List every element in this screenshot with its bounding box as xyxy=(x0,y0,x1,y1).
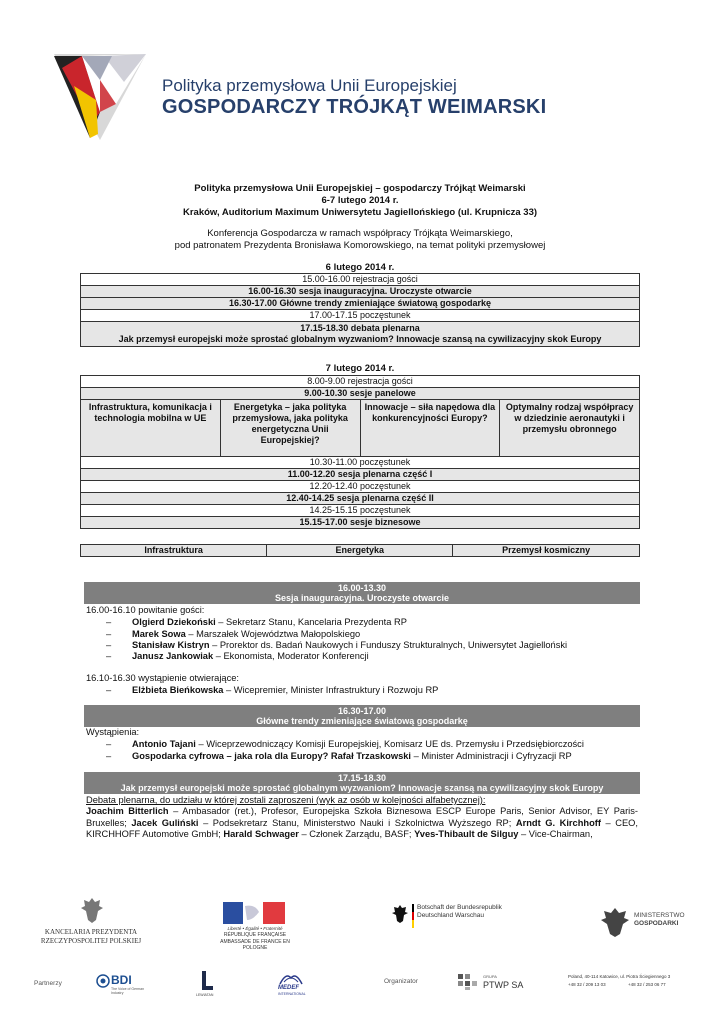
bdi-logo-icon xyxy=(96,974,110,988)
lewiatan-logo-icon xyxy=(200,970,214,992)
german-flag-bar xyxy=(412,904,414,928)
guest-item: – Marek Sowa – Marszałek Województwa Małopolskiego xyxy=(106,629,361,639)
guest-role: – Ekonomista, Moderator Konferencji xyxy=(213,651,369,661)
guest-name: Janusz Jankowiak xyxy=(132,651,214,661)
panelist-name: Harald Schwager xyxy=(223,828,299,839)
france-embassy: AMBASSADE DE FRANCE EN POLOGNE xyxy=(220,939,290,951)
panelist-role: – Podsekretarz Stanu, Ministerstwo Nauki i Szkolnictwa Wyższego RP; xyxy=(198,817,516,828)
partners-label: Partnerzy xyxy=(34,980,62,987)
organizer-address: Poland, 40-114 Katowice, ul. Piotra Ściegiennego 3 xyxy=(568,974,671,979)
speaker-role: – Minister Administracji i Cyfryzacji RP xyxy=(411,751,572,761)
section1-time: 16.00-13.30 xyxy=(337,583,387,593)
day1-row-registration: 15.00-16.00 rejestracja gości xyxy=(81,274,640,286)
kancelaria-text: KANCELARIA PREZYDENTA RZECZYPOSPOLITEJ POLSKIEJ xyxy=(40,928,142,945)
weimar-triangle-logo xyxy=(52,52,148,142)
speaker-role: – Wiceprzewodniczący Komisji Europejskiej, Komisarz UE ds. Przemysłu i Przedsiębiorczości xyxy=(195,739,584,749)
section3-title: Jak przemysł europejski może sprostać globalnym wyzwaniom? Innowacje szansą na cywilizacyjny skok Europy xyxy=(120,783,604,793)
medef-subtitle: INTERNATIONAL xyxy=(278,992,306,996)
german-embassy-text: Botschaft der Bundesrepublik Deutschland Warschau xyxy=(417,904,502,919)
ptwp-group: GRUPA xyxy=(483,974,497,979)
panelist-role: – Członek Zarządu, BASF; xyxy=(298,828,415,839)
day1-schedule-table xyxy=(80,273,640,347)
bdi-subtitle: The Voice of German Industry xyxy=(111,987,145,995)
section1-welcome: 16.00-16.10 powitanie gości: xyxy=(86,605,205,615)
guest-role: – Prorektor ds. Badań Naukowych i Funduszy Strukturalnych, Uniwersytet Jagielloński xyxy=(209,640,568,650)
guest-item: – Janusz Jankowiak – Ekonomista, Moderator Konferencji xyxy=(106,651,369,661)
day2-business-table xyxy=(80,544,640,557)
panelist-name: Arndt G. Kirchhoff xyxy=(515,817,601,828)
section2-header xyxy=(84,705,640,727)
section2-title: Główne trendy zmieniające światową gospodarkę xyxy=(256,716,468,726)
day2-row-registration: 8.00-9.00 rejestracja gości xyxy=(81,376,640,388)
business-space: Przemysł kosmiczny xyxy=(453,545,640,557)
german-eagle-icon xyxy=(392,904,408,924)
intro-title: Polityka przemysłowa Unii Europejskiej – gospodarczy Trójkąt Weimarski xyxy=(194,183,526,194)
organizer-phone: +48 32 / 209 13 03 xyxy=(568,982,606,987)
day2-row-business: 15.15-17.00 sesje biznesowe xyxy=(81,517,640,529)
section3-intro: Debata plenarna, do udziału w której zostali zaproszeni (wyk az osób w kolejności alfabetycznej): xyxy=(86,795,486,805)
opener-name: Elżbieta Bieńkowska xyxy=(132,685,224,695)
intro-description-1: Konferencja Gospodarcza w ramach współpracy Trójkąta Weimarskiego, xyxy=(207,228,513,239)
speaker-name: Gospodarka cyfrowa – jaka rola dla Europy? Rafał Trzaskowski xyxy=(132,751,412,761)
business-infrastructure: Infrastruktura xyxy=(81,545,267,557)
day2-row-plenary2: 12.40-14.25 sesja plenarna część II xyxy=(81,493,640,505)
day2-row-break1: 10.30-11.00 poczęstunek xyxy=(81,457,640,469)
panelist-name: Jacek Guliński xyxy=(131,817,199,828)
section1-title: Sesja inauguracyjna. Uroczyste otwarcie xyxy=(274,593,450,603)
day2-row-plenary1: 11.00-12.20 sesja plenarna część I xyxy=(81,469,640,481)
france-motto: Liberté • Égalité • Fraternité xyxy=(227,926,283,931)
france-republic: RÉPUBLIQUE FRANÇAISE xyxy=(223,932,287,938)
header-title-line2: GOSPODARCZY TRÓJKĄT WEIMARSKI xyxy=(162,96,547,118)
bdi-text: BDI xyxy=(111,973,132,987)
section3-body xyxy=(86,795,638,840)
section1-header xyxy=(84,582,640,604)
day2-row-break2: 12.20-12.40 poczęstunek xyxy=(81,481,640,493)
day2-row-panels: 9.00-10.30 sesje panelowe xyxy=(81,388,640,400)
ministry-eagle-icon xyxy=(600,906,630,938)
section2-time: 16.30-17.00 xyxy=(337,706,387,716)
guest-name: Stanisław Kistryn xyxy=(132,640,210,650)
day1-row-trends: 16.30-17.00 Główne trendy zmieniające światową gospodarkę xyxy=(81,298,640,310)
panelist-role: – Vice-Chairman, xyxy=(518,828,593,839)
marianne-logo-icon xyxy=(223,902,285,924)
panelist-name: Joachim Bitterlich xyxy=(86,806,169,817)
intro-venue: Kraków, Auditorium Maximum Uniwersytetu Jagiellońskiego (ul. Krupnicza 33) xyxy=(182,207,538,218)
day2-row-break3: 14.25-15.15 poczęstunek xyxy=(81,505,640,517)
business-energy: Energetyka xyxy=(267,545,453,557)
organizer-fax: +48 32 / 253 06 77 xyxy=(628,982,666,987)
section1-opening: 16.10-16.30 wystąpienie otwierające: xyxy=(86,673,239,683)
ministry-line2: GOSPODARKI xyxy=(634,920,679,927)
panelist-name: Yves-Thibault de Silguy xyxy=(414,828,519,839)
opener-item: – Elżbieta Bieńkowska – Wicepremier, Minister Infrastruktury i Rozwoju RP xyxy=(106,685,439,695)
day1-row-debate xyxy=(81,322,640,347)
day1-row-break: 17.00-17.15 poczęstunek xyxy=(81,310,640,322)
day1-row-inauguration: 16.00-16.30 sesja inauguracyjna. Uroczyste otwarcie xyxy=(81,286,640,298)
guest-name: Marek Sowa xyxy=(132,629,186,639)
ptwp-text: PTWP SA xyxy=(483,980,524,990)
day1-date: 6 lutego 2014 r. xyxy=(325,262,395,273)
day1-debate-time: 17.15-18.30 debata plenarna xyxy=(300,323,420,333)
day1-debate-topic: Jak przemysł europejski może sprostać globalnym wyzwaniom? Innowacje szansą na cywilizacyjny skok Europy xyxy=(118,334,602,344)
guest-role: – Sekretarz Stanu, Kancelaria Prezydenta RP xyxy=(215,617,407,627)
panelist-role: – Ambasador (ret.), Profesor, Europejska Szkoła Biznesowa ESCP Europe Paris, Senior Advisor, EY Paris-Bruxelles; xyxy=(86,806,638,828)
organizer-label: Organizator xyxy=(384,978,418,985)
ptwp-logo-icon xyxy=(457,973,479,991)
opener-role: – Wicepremier, Minister Infrastruktury i Rozwoju RP xyxy=(223,685,439,695)
guest-item: – Olgierd Dziekoński – Sekretarz Stanu, Kancelaria Prezydenta RP xyxy=(106,617,407,627)
intro-dates: 6-7 lutego 2014 r. xyxy=(321,195,399,206)
guest-name: Olgierd Dziekoński xyxy=(132,617,216,627)
ministry-line1: MINISTERSTWO xyxy=(634,912,685,919)
polish-eagle-icon xyxy=(80,896,104,924)
panel-innovation: Innowacje – siła napędowa dla konkurencyjności Europy? xyxy=(360,400,500,457)
lewiatan-text: LEWIATAN xyxy=(196,993,214,997)
medef-logo-icon xyxy=(278,970,304,986)
panel-aeronautics: Optymalny rodzaj współpracy w dziedzinie aeronautyki i przemysłu obronnego xyxy=(500,400,640,457)
section2-label: Wystąpienia: xyxy=(86,727,140,737)
section3-header xyxy=(84,772,640,794)
medef-text: MEDEF xyxy=(278,985,299,991)
guest-item: – Stanisław Kistryn – Prorektor ds. Badań Naukowych i Funduszy Strukturalnych, Uniwersytet Jagielloński xyxy=(106,640,568,650)
speaker-name: Antonio Tajani xyxy=(132,739,196,749)
day2-schedule-table xyxy=(80,375,640,529)
panel-infrastructure: Infrastruktura, komunikacja i technologia mobilna w UE xyxy=(81,400,221,457)
header-title-line1: Polityka przemysłowa Unii Europejskiej xyxy=(162,76,457,95)
guest-role: – Marszałek Województwa Małopolskiego xyxy=(185,629,361,639)
intro-description-2: pod patronatem Prezydenta Bronisława Komorowskiego, na temat polityki przemysłowej xyxy=(174,240,546,251)
speaker-item: – Gospodarka cyfrowa – jaka rola dla Europy? Rafał Trzaskowski – Minister Administracji i Cyfryzacji RP xyxy=(106,751,572,761)
section3-time: 17.15-18.30 xyxy=(337,773,387,783)
speaker-item: – Antonio Tajani – Wiceprzewodniczący Komisji Europejskiej, Komisarz UE ds. Przemysłu i Przedsiębiorczości xyxy=(106,739,584,749)
day2-date: 7 lutego 2014 r. xyxy=(325,363,395,374)
panelist-role: – CEO, KIRCHHOFF Automotive GmbH; xyxy=(86,817,638,839)
panel-energy: Energetyka – jaka polityka przemysłowa, jaka polityka energetyczna Unii Europejskiej? xyxy=(220,400,360,457)
